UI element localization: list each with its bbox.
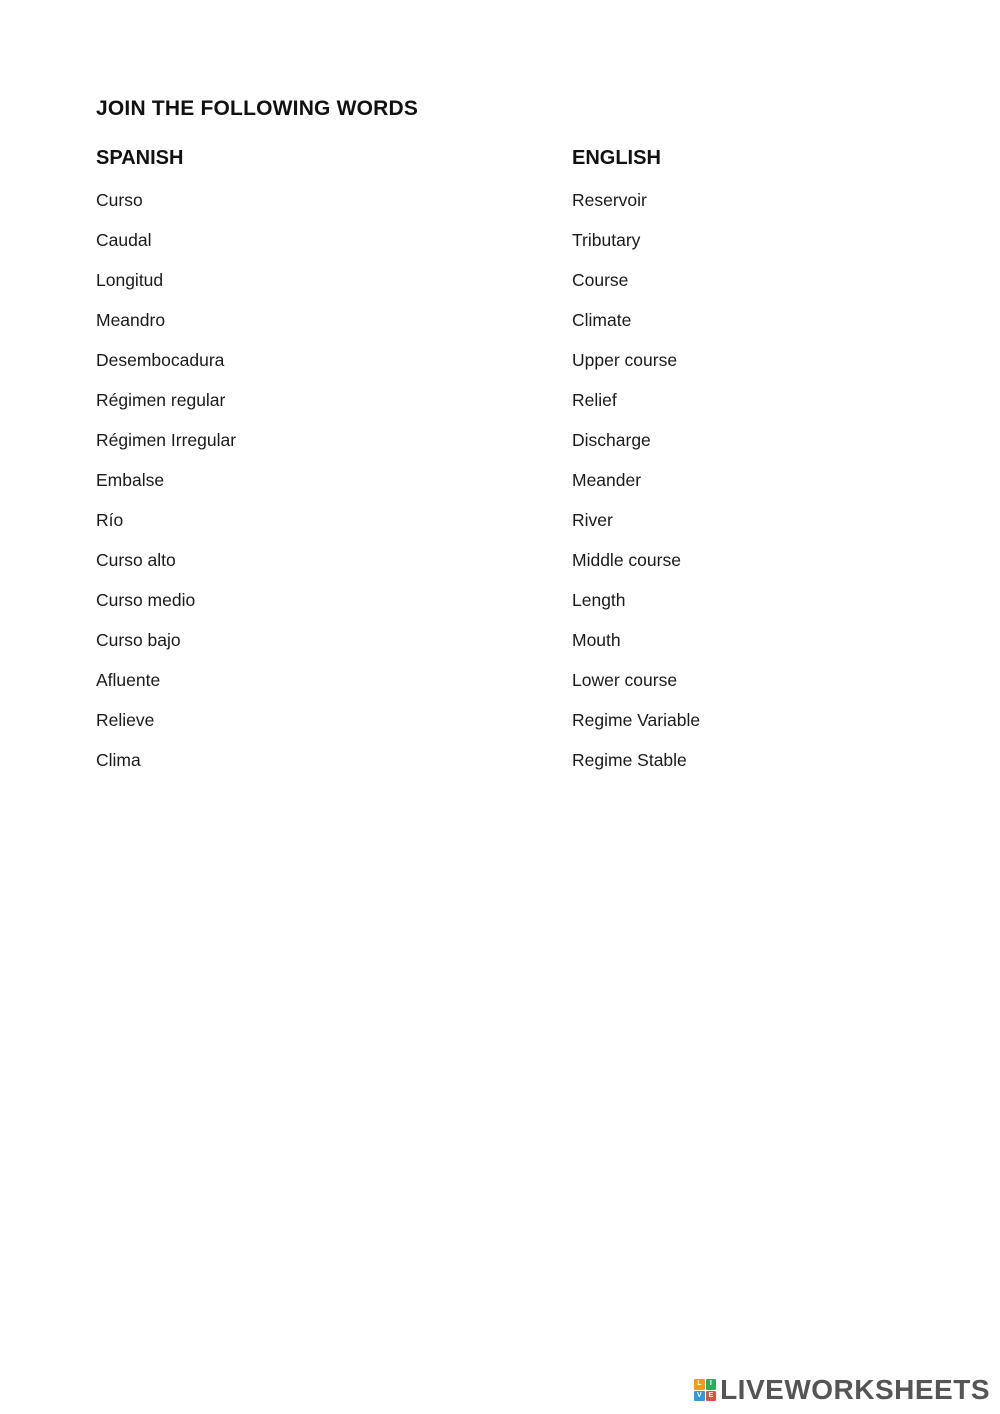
spanish-word: Caudal xyxy=(96,230,152,250)
english-word: Middle course xyxy=(572,550,681,570)
spanish-word: Régimen Irregular xyxy=(96,430,237,450)
english-word-list xyxy=(572,186,700,786)
english-word: Reservoir xyxy=(572,190,647,210)
english-word: River xyxy=(572,510,613,530)
brand-name: LIVEWORKSHEETS xyxy=(720,1374,990,1405)
english-column xyxy=(572,144,700,786)
spanish-word: Meandro xyxy=(96,310,166,330)
english-word: Upper course xyxy=(572,350,678,370)
spanish-word: Afluente xyxy=(96,670,161,690)
english-heading: ENGLISH xyxy=(572,147,661,169)
logo-tile: L xyxy=(694,1379,705,1390)
liveworksheets-brand xyxy=(694,1374,990,1406)
spanish-word: Desembocadura xyxy=(96,350,225,370)
worksheet-title: JOIN THE FOLLOWING WORDS xyxy=(96,97,419,120)
logo-tile: V xyxy=(694,1391,705,1402)
spanish-word: Relieve xyxy=(96,710,155,730)
spanish-word: Río xyxy=(96,510,124,530)
english-word: Regime Stable xyxy=(572,750,687,770)
english-word: Climate xyxy=(572,310,632,330)
english-word: Length xyxy=(572,590,626,610)
spanish-heading: SPANISH xyxy=(96,147,184,169)
spanish-word: Curso xyxy=(96,190,143,210)
spanish-word: Embalse xyxy=(96,470,165,490)
spanish-word: Longitud xyxy=(96,270,164,290)
english-word: Meander xyxy=(572,470,642,490)
liveworksheets-logo-icon xyxy=(694,1379,716,1401)
logo-tile: I xyxy=(706,1379,717,1390)
english-word: Discharge xyxy=(572,430,651,450)
spanish-column xyxy=(96,144,236,786)
english-word: Mouth xyxy=(572,630,621,650)
english-word: Regime Variable xyxy=(572,710,701,730)
english-word: Course xyxy=(572,270,629,290)
english-word: Tributary xyxy=(572,230,641,250)
spanish-word: Curso bajo xyxy=(96,630,181,650)
spanish-word: Clima xyxy=(96,750,141,770)
english-word: Relief xyxy=(572,390,617,410)
spanish-word-list xyxy=(96,186,236,786)
spanish-word: Curso alto xyxy=(96,550,176,570)
logo-tile: E xyxy=(706,1391,717,1402)
english-word: Lower course xyxy=(572,670,678,690)
spanish-word: Régimen regular xyxy=(96,390,226,410)
spanish-word: Curso medio xyxy=(96,590,196,610)
